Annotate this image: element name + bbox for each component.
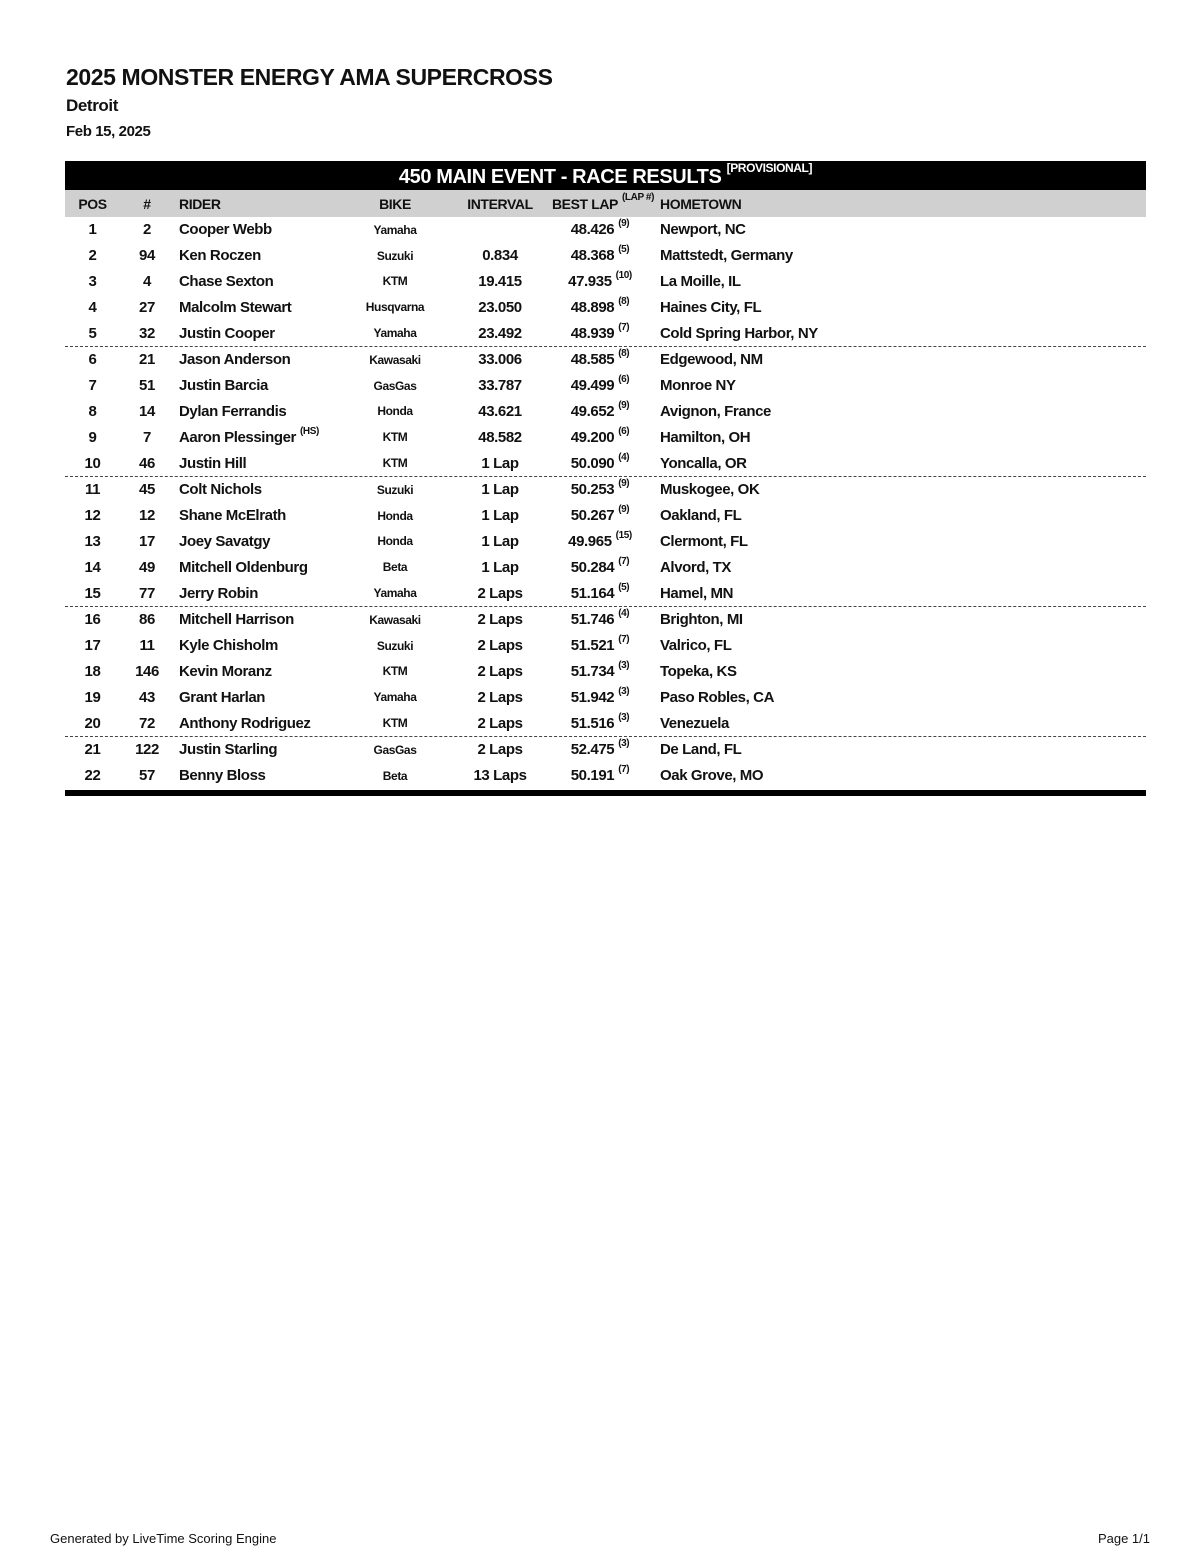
interval: 13 Laps [473, 767, 527, 785]
table-row [65, 554, 1146, 580]
best-lap-time: 51.746 [570, 611, 615, 629]
rider-number: 32 [139, 324, 155, 342]
bike: Suzuki [376, 482, 414, 497]
best-lap-time: 48.426 [570, 221, 615, 239]
table-body [65, 217, 1146, 789]
interval: 2 Laps [477, 637, 523, 655]
table-row [65, 503, 1146, 529]
position: 5 [88, 324, 97, 342]
hometown: Brighton, MI [660, 611, 743, 629]
interval: 2 Laps [477, 611, 523, 629]
position: 14 [84, 558, 101, 576]
hometown: Paso Robles, CA [660, 688, 775, 706]
best-lap-time: 51.942 [570, 688, 615, 706]
best-lap-time: 51.164 [570, 584, 615, 602]
rider-name-text: Dylan Ferrandis [179, 402, 287, 420]
rider-name [179, 763, 369, 789]
bike: Kawasaki [369, 612, 421, 627]
best-lap-number: (8) [618, 348, 630, 360]
event-date: Feb 15, 2025 [66, 123, 151, 140]
interval: 48.582 [478, 428, 522, 446]
best-lap-number: (9) [618, 478, 630, 490]
position: 22 [84, 767, 101, 785]
best-lap [545, 554, 655, 580]
hometown: Clermont, FL [660, 532, 748, 550]
hometown: Newport, NC [660, 221, 746, 239]
rider-number: 17 [139, 532, 155, 550]
rider-name-text: Malcolm Stewart [179, 298, 292, 316]
best-lap [545, 424, 655, 450]
best-lap [545, 633, 655, 659]
rider-name [179, 503, 369, 529]
rider-number: 146 [135, 662, 159, 680]
rider-name [179, 399, 369, 425]
rider-number: 11 [139, 637, 155, 655]
bike: Suzuki [376, 248, 414, 263]
best-lap-time: 49.200 [570, 428, 615, 446]
best-lap-time: 50.253 [570, 481, 615, 499]
rider-name-text: Colt Nichols [179, 481, 262, 499]
rider-number: 77 [139, 584, 155, 602]
bike: Beta [382, 768, 408, 783]
rider-number: 14 [139, 402, 155, 420]
rider-number: 94 [139, 247, 155, 265]
bike: KTM [382, 456, 408, 471]
best-lap-time: 49.499 [570, 377, 615, 395]
best-lap [545, 580, 655, 606]
best-lap [545, 269, 655, 295]
rider-number: 86 [139, 611, 155, 629]
hometown: Haines City, FL [660, 298, 762, 316]
best-lap-time: 51.521 [570, 637, 615, 655]
best-lap-time: 48.585 [570, 351, 615, 369]
best-lap [545, 710, 655, 736]
rider-name [179, 320, 369, 346]
position: 12 [84, 507, 101, 525]
bike: GasGas [373, 742, 417, 757]
position: 4 [88, 298, 97, 316]
position: 21 [84, 741, 101, 759]
rider-number: 7 [143, 428, 151, 446]
table-row [65, 737, 1146, 763]
hometown: Hamel, MN [660, 584, 734, 602]
hometown: De Land, FL [660, 741, 742, 759]
rider-name-text: Grant Harlan [179, 688, 266, 706]
best-lap-time: 51.734 [570, 662, 615, 680]
best-lap-number: (7) [618, 321, 630, 333]
rider-name-text: Justin Hill [179, 454, 247, 472]
rider-name-text: Mitchell Oldenburg [179, 558, 308, 576]
hometown: Edgewood, NM [660, 351, 763, 369]
col-pos-header: POS [78, 195, 107, 212]
col-best-lap-header [553, 190, 653, 217]
table-row [65, 607, 1146, 633]
bike: KTM [382, 274, 408, 289]
rider-name-text: Jerry Robin [179, 584, 258, 602]
rider-number: 43 [139, 688, 155, 706]
position: 7 [88, 377, 97, 395]
best-lap [545, 763, 655, 789]
best-lap-time: 52.475 [570, 741, 615, 759]
rider-name [179, 294, 369, 320]
best-lap-number: (5) [618, 581, 630, 593]
bike: Honda [377, 508, 413, 523]
rider-name [179, 633, 369, 659]
lap-number-label: (LAP #) [622, 192, 655, 203]
best-lap-time: 47.935 [568, 272, 612, 290]
rider-name-text: Joey Savatgy [179, 532, 271, 550]
rider-name-text: Kyle Chisholm [179, 637, 278, 655]
rider-name-text: Shane McElrath [179, 507, 286, 525]
rider-name [179, 607, 369, 633]
rider-note: (HS) [299, 425, 319, 437]
table-row [65, 399, 1146, 425]
rider-name-text: Justin Barcia [179, 377, 269, 395]
best-lap-number: (5) [618, 244, 630, 256]
rider-name [179, 529, 369, 555]
table-row [65, 294, 1146, 320]
hometown: Hamilton, OH [660, 428, 751, 446]
best-lap [545, 477, 655, 503]
rider-name [179, 710, 369, 736]
interval: 33.787 [478, 377, 522, 395]
interval: 2 Laps [477, 714, 523, 732]
best-lap-time: 50.191 [570, 767, 615, 785]
interval: 2 Laps [477, 584, 523, 602]
hometown: Oakland, FL [660, 507, 742, 525]
position: 2 [88, 247, 97, 265]
col-number-header: # [143, 195, 151, 212]
best-lap-number: (3) [618, 738, 630, 750]
best-lap [545, 450, 655, 476]
bike: Yamaha [373, 326, 417, 341]
rider-name [179, 737, 369, 763]
interval: 1 Lap [481, 558, 519, 576]
interval: 1 Lap [481, 481, 519, 499]
best-lap-number: (3) [618, 711, 630, 723]
bike: KTM [382, 716, 408, 731]
best-lap-time: 48.898 [570, 298, 615, 316]
hometown: Cold Spring Harbor, NY [660, 324, 818, 342]
best-lap [545, 243, 655, 269]
best-lap [545, 503, 655, 529]
position: 16 [84, 611, 101, 629]
rider-name [179, 450, 369, 476]
best-lap [545, 684, 655, 710]
table-row [65, 684, 1146, 710]
position: 15 [84, 584, 101, 602]
hometown: Avignon, France [660, 402, 771, 420]
best-lap [545, 399, 655, 425]
rider-name [179, 477, 369, 503]
rider-name-text: Ken Roczen [179, 247, 261, 265]
rider-number: 122 [135, 741, 159, 759]
rider-name [179, 373, 369, 399]
best-lap-number: (9) [618, 399, 630, 411]
hometown: Yoncalla, OR [660, 454, 747, 472]
interval: 19.415 [478, 272, 522, 290]
rider-name [179, 243, 369, 269]
interval: 0.834 [482, 247, 518, 265]
best-lap [545, 217, 655, 243]
rider-name [179, 580, 369, 606]
rider-name-text: Kevin Moranz [179, 662, 272, 680]
hometown: Mattstedt, Germany [660, 247, 793, 265]
col-hometown-header: HOMETOWN [660, 195, 742, 212]
best-lap-time: 49.652 [570, 402, 615, 420]
hometown: Alvord, TX [660, 558, 732, 576]
best-lap-number: (6) [618, 425, 630, 437]
table-row [65, 659, 1146, 685]
bike: Honda [377, 534, 413, 549]
col-bike-header: BIKE [379, 195, 411, 212]
rider-name-text: Anthony Rodriguez [179, 714, 311, 732]
table-row [65, 269, 1146, 295]
hometown: Topeka, KS [660, 662, 737, 680]
best-lap-number: (7) [618, 555, 630, 567]
interval: 1 Lap [481, 507, 519, 525]
interval: 1 Lap [481, 454, 519, 472]
bike: KTM [382, 430, 408, 445]
hometown: Monroe NY [660, 377, 736, 395]
position: 19 [84, 688, 101, 706]
best-lap [545, 607, 655, 633]
rider-number: 12 [139, 507, 155, 525]
generated-by: Generated by LiveTime Scoring Engine [50, 1531, 277, 1546]
rider-number: 4 [143, 272, 151, 290]
col-interval-header: INTERVAL [467, 195, 533, 212]
rider-name [179, 684, 369, 710]
rider-number: 57 [139, 767, 155, 785]
rider-number: 49 [139, 558, 155, 576]
position: 3 [88, 272, 97, 290]
rider-name-text: Mitchell Harrison [179, 611, 294, 629]
best-lap [545, 373, 655, 399]
interval: 33.006 [478, 351, 522, 369]
interval: 2 Laps [477, 688, 523, 706]
best-lap-time: 51.516 [570, 714, 615, 732]
hometown: Venezuela [660, 714, 729, 732]
interval: 43.621 [478, 402, 522, 420]
results-banner [65, 161, 1146, 190]
interval: 2 Laps [477, 741, 523, 759]
best-lap [545, 320, 655, 346]
table-bottom-rule [65, 790, 1146, 796]
hometown: Valrico, FL [660, 637, 732, 655]
best-lap-number: (3) [618, 685, 630, 697]
position: 17 [84, 637, 101, 655]
interval: 23.492 [478, 324, 522, 342]
bike: Yamaha [373, 586, 417, 601]
table-row [65, 450, 1146, 477]
best-lap [545, 294, 655, 320]
position: 10 [84, 454, 101, 472]
position: 18 [84, 662, 101, 680]
rider-number: 51 [139, 377, 155, 395]
position: 20 [84, 714, 101, 732]
table-row [65, 580, 1146, 607]
page-title: 2025 MONSTER ENERGY AMA SUPERCROSS [66, 64, 553, 90]
bike: Kawasaki [369, 352, 421, 367]
best-lap-time: 50.267 [570, 507, 615, 525]
rider-name [179, 217, 369, 243]
banner-title: 450 MAIN EVENT - RACE RESULTS [398, 166, 722, 188]
rider-number: 2 [143, 221, 151, 239]
table-row [65, 347, 1146, 373]
hometown: Muskogee, OK [660, 481, 760, 499]
rider-name-text: Chase Sexton [179, 272, 274, 290]
best-lap-number: (7) [618, 764, 630, 776]
best-lap [545, 529, 655, 555]
position: 13 [84, 532, 101, 550]
best-lap-number: (3) [618, 659, 630, 671]
bike: GasGas [373, 378, 417, 393]
bike: Honda [377, 404, 413, 419]
best-lap-time: 50.090 [570, 454, 615, 472]
rider-number: 72 [139, 714, 155, 732]
hometown: La Moille, IL [660, 272, 741, 290]
rider-name [179, 659, 369, 685]
rider-name [179, 554, 369, 580]
rider-name-text: Justin Starling [179, 741, 278, 759]
best-lap-time: 49.965 [568, 532, 612, 550]
bike: Beta [382, 560, 408, 575]
rider-number: 46 [139, 454, 155, 472]
interval [460, 217, 540, 243]
position: 1 [88, 221, 97, 239]
table-row [65, 243, 1146, 269]
best-lap [545, 737, 655, 763]
rider-number: 27 [139, 298, 155, 316]
position: 11 [84, 481, 101, 499]
table-header [65, 190, 1146, 217]
best-lap-number: (4) [618, 451, 630, 463]
best-lap-number: (4) [618, 608, 630, 620]
table-row [65, 529, 1146, 555]
rider-name [179, 269, 369, 295]
rider-number: 21 [139, 351, 155, 369]
rider-name-text: Benny Bloss [179, 767, 266, 785]
best-lap [545, 347, 655, 373]
hometown: Oak Grove, MO [660, 767, 764, 785]
rider-name-text: Cooper Webb [179, 221, 272, 239]
bike: Suzuki [376, 638, 414, 653]
rider-name-text: Aaron Plessinger [179, 428, 296, 446]
rider-name-text: Jason Anderson [179, 351, 291, 369]
best-lap [545, 659, 655, 685]
page-number: Page 1/1 [1097, 1531, 1150, 1546]
best-lap-time: 48.368 [570, 247, 615, 265]
interval: 1 Lap [481, 532, 519, 550]
best-lap-number: (15) [615, 529, 632, 541]
position: 9 [88, 428, 97, 446]
table-row [65, 633, 1146, 659]
best-lap-label: BEST LAP [551, 195, 618, 212]
best-lap-number: (9) [618, 504, 630, 516]
table-row [65, 320, 1146, 347]
results-table [65, 161, 1146, 796]
table-row [65, 373, 1146, 399]
interval: 2 Laps [477, 662, 523, 680]
best-lap-number: (10) [615, 269, 632, 281]
rider-name-text: Justin Cooper [179, 324, 275, 342]
rider-name [179, 347, 369, 373]
table-row [65, 710, 1146, 737]
bike: Husqvarna [365, 300, 425, 315]
provisional-tag: [PROVISIONAL] [726, 161, 813, 175]
table-row [65, 217, 1146, 243]
position: 8 [88, 402, 97, 420]
best-lap-number: (7) [618, 634, 630, 646]
best-lap-number: (9) [618, 218, 630, 230]
bike: Yamaha [373, 222, 417, 237]
best-lap-time: 48.939 [570, 324, 615, 342]
rider-name [179, 424, 369, 450]
bike: KTM [382, 664, 408, 679]
table-row [65, 763, 1146, 789]
table-row [65, 424, 1146, 450]
interval: 23.050 [478, 298, 522, 316]
best-lap-number: (8) [618, 295, 630, 307]
col-rider-header: RIDER [179, 195, 221, 212]
best-lap-number: (6) [618, 374, 630, 386]
table-row [65, 477, 1146, 503]
position: 6 [88, 351, 97, 369]
venue-name: Detroit [66, 96, 118, 115]
bike: Yamaha [373, 690, 417, 705]
best-lap-time: 50.284 [570, 558, 615, 576]
rider-number: 45 [139, 481, 155, 499]
